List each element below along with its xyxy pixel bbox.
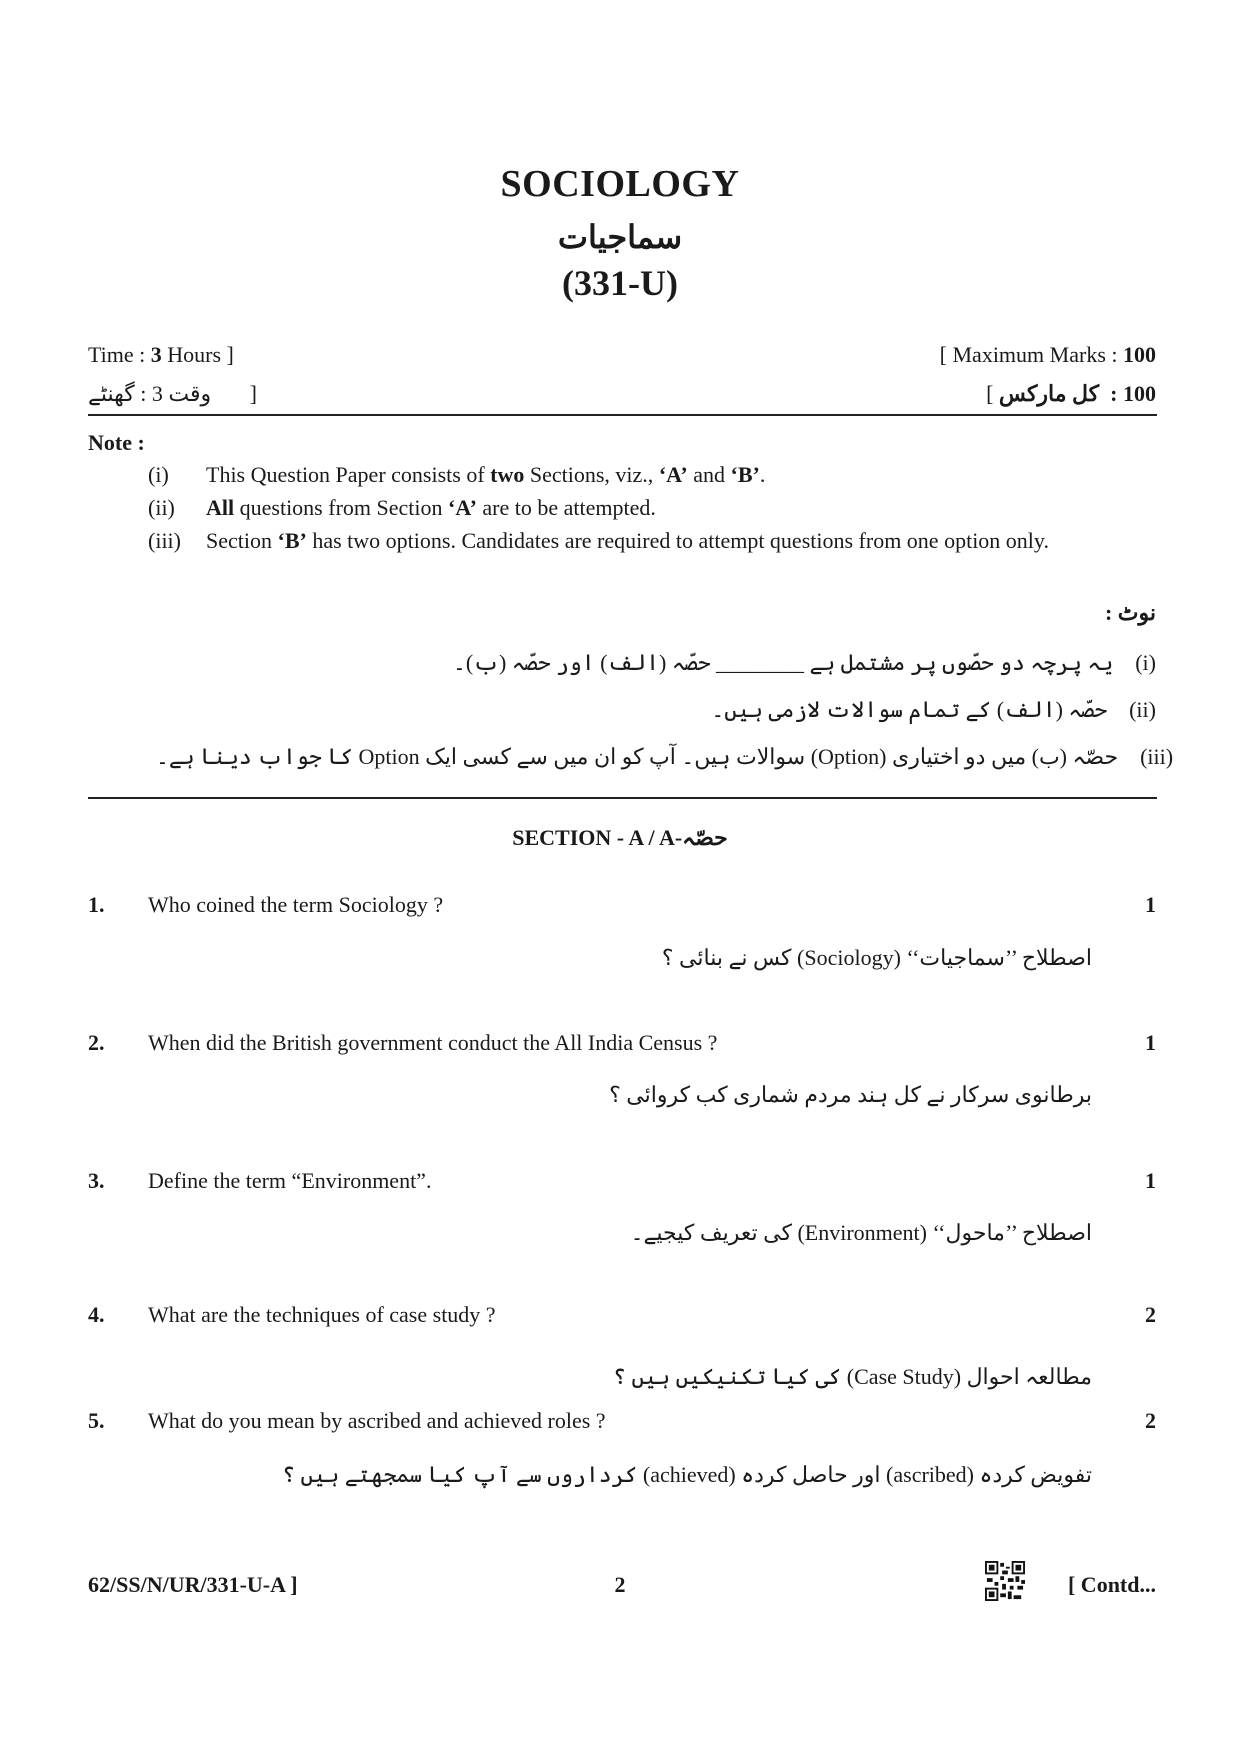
marks-urdu: [ کل مارکس : 100	[986, 381, 1156, 406]
question-marks: 1	[1145, 892, 1156, 917]
question-text: What are the techniques of case study ?	[148, 1302, 496, 1327]
question-marks: 1	[1145, 1168, 1156, 1193]
question-text-urdu: اصطلاح ’’ماحول‘‘ (Environment) کی تعریف کیجیے۔	[630, 1220, 1092, 1245]
note-label-urdu: نوٹ :	[1104, 600, 1156, 625]
question-marks: 2	[1145, 1408, 1156, 1433]
note-label: Note :	[88, 430, 145, 455]
section-divider	[88, 797, 1157, 799]
paper-code: 62/SS/N/UR/331-U-A ]	[88, 1572, 298, 1597]
note-item-3: (iii) Section ‘B’ has two options. Candidates are required to attempt questions from one option only.	[148, 528, 1049, 553]
time-english: Time : 3 Hours ]	[88, 342, 234, 367]
subject-title: SOCIOLOGY	[500, 163, 740, 205]
marks-english: [ Maximum Marks : 100	[939, 342, 1156, 367]
question-number: 1.	[88, 892, 105, 917]
page-number: 2	[614, 1572, 626, 1597]
question-text: When did the British government conduct the All India Census ?	[148, 1030, 718, 1055]
subject-title-urdu: سماجیات	[557, 219, 683, 255]
question-text: What do you mean by ascribed and achieved roles ?	[148, 1408, 606, 1433]
note-urdu-item-2: حصّہ (الف) کے تمام سوالات لازمی ہیں۔ (ii)	[711, 697, 1156, 722]
header-divider	[88, 414, 1157, 416]
subject-code: (331-U)	[562, 263, 678, 303]
continued-label: [ Contd...	[1067, 1572, 1156, 1597]
question-text-urdu: مطالعہ احوال (Case Study) کی کیا تکنیکیں ہیں ؟	[613, 1364, 1092, 1389]
note-urdu-item-3: حصّہ (ب) میں دو اختیاری (Option) سوالات ہیں۔ آپ کو ان میں سے کسی ایک Option کا جواب دینا ہے۔ (iii)	[156, 744, 1174, 769]
question-marks: 2	[1145, 1302, 1156, 1327]
note-urdu-item-1: یہ پرچہ دو حصّوں پر مشتمل ہے ________ حصّہ (الف) اور حصّہ (ب)۔ (i)	[452, 650, 1156, 675]
section-a-heading: SECTION - A / A-حصّہ	[512, 825, 728, 850]
question-number: 4.	[88, 1302, 105, 1327]
time-urdu: وقت 3 : گھنٹے ]	[88, 381, 257, 406]
question-marks: 1	[1145, 1030, 1156, 1055]
question-number: 2.	[88, 1030, 105, 1055]
note-item-2: (ii) All questions from Section ‘A’ are to be attempted.	[148, 495, 656, 520]
question-number: 5.	[88, 1408, 105, 1433]
qr-code-icon	[985, 1561, 1025, 1601]
question-text-urdu: برطانوی سرکار نے کل ہند مردم شماری کب کروائی ؟	[609, 1082, 1092, 1107]
question-text-urdu: تفویض کردہ (ascribed) اور حاصل کردہ (achieved) کرداروں سے آپ کیا سمجھتے ہیں ؟	[282, 1462, 1092, 1487]
note-item-1: (i) This Question Paper consists of two Sections, viz., ‘A’ and ‘B’.	[148, 462, 766, 487]
question-text: Define the term “Environment”.	[148, 1168, 432, 1193]
question-number: 3.	[88, 1168, 105, 1193]
question-text: Who coined the term Sociology ?	[148, 892, 444, 917]
question-text-urdu: اصطلاح ’’سماجیات‘‘ (Sociology) کس نے بنائی ؟	[661, 945, 1092, 970]
